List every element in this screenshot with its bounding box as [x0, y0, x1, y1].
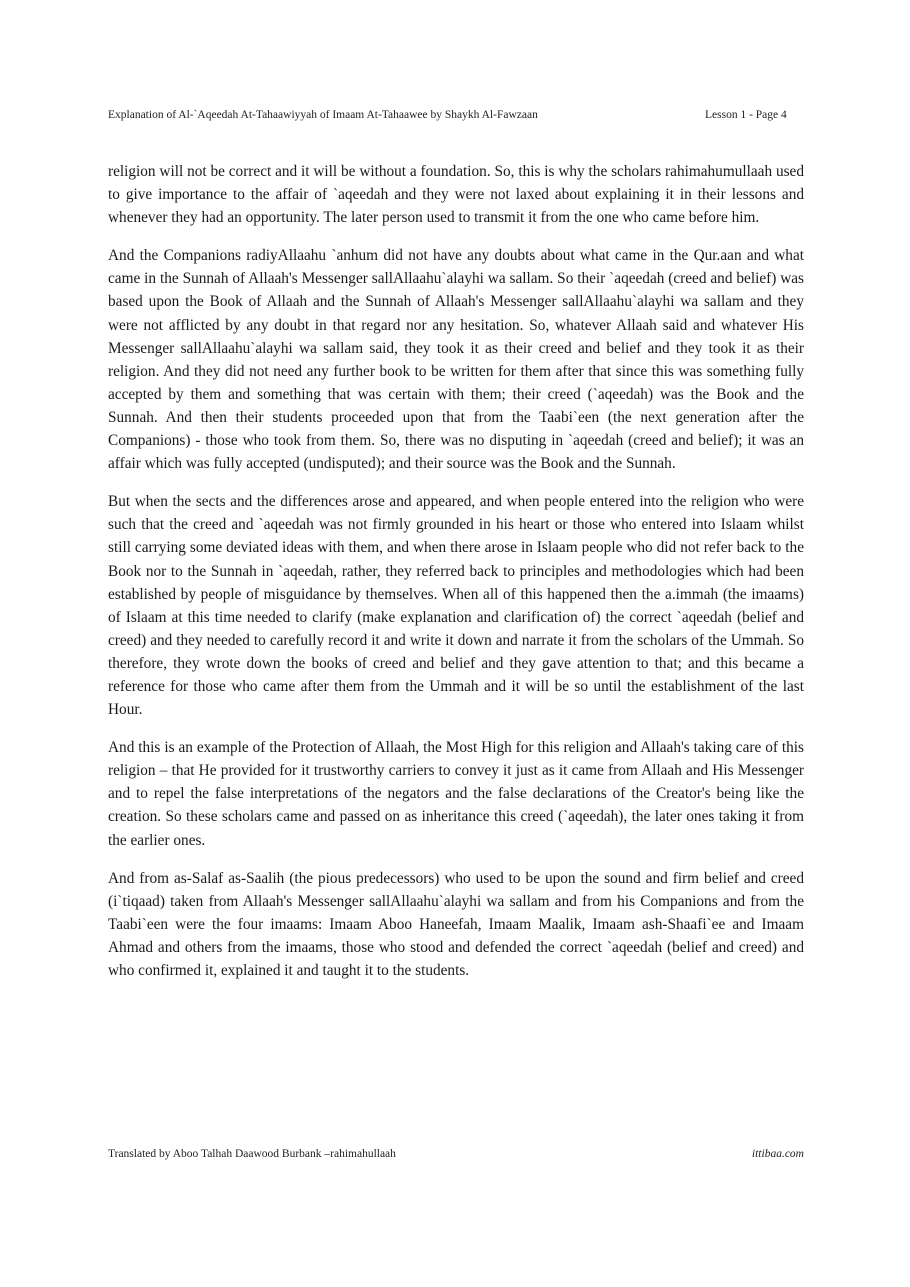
paragraph: religion will not be correct and it will be without a foundation. So, this is why the scholars rahimahumullaah used to give importance to the affair of `aqeedah and they were not laxed about explaining it in their lessons and whenever they had an opportunity. The later person used to transmit it from the one who came before him.: [108, 163, 804, 227]
paragraph: And the Companions radiyAllaahu `anhum did not have any doubts about what came in the Qur.aan and what came in the Sunnah of Allaah's Messenger sallAllaahu`alayhi wa sallam. So their `aqeedah (creed and belief) was based upon the Book of Allaah and the Sunnah of Allaah's Messenger sallAllaahu`alayhi wa sallam and they were not afflicted by any doubt in that regard nor any hesitation. So, whatever Allaah said and whatever His Messenger sallAllaahu`alayhi wa sallam said, they took it as their creed and belief and they took it as their religion. And they did not need any further book to be written for them after that since this was something fully accepted by them and something that was certain with them; their creed (`aqeedah) was the Book and the Sunnah. And then their students proceeded upon that from the Taabi`een (the next generation after the Companions) - those who took from them. So, there was no disputing in `aqeedah (creed and belief); it was an affair which was fully accepted (undisputed); and their source was the Book and the Sunnah.: [108, 247, 804, 473]
paragraph: And this is an example of the Protection of Allaah, the Most High for this religion and Allaah's taking care of this religion – that He provided for it trustworthy carriers to convey it just as it came from Allaah and His Messenger and to repel the false interpretations of the negators and the false declarations of the Creator's being like the creation. So these scholars came and passed on as inheritance this creed (`aqeedah), the later ones taking it from the earlier ones.: [108, 739, 804, 849]
page-footer: [108, 1147, 804, 1161]
page-number: Lesson 1 - Page 4: [705, 109, 787, 121]
document-body: [108, 160, 804, 997]
translator-credit: Translated by Aboo Talhah Daawood Burbank –rahimahullaah: [108, 1148, 396, 1160]
website-link[interactable]: ittibaa.com: [751, 1148, 804, 1160]
paragraph: And from as-Salaf as-Saalih (the pious predecessors) who used to be upon the sound and firm belief and creed (i`tiqaad) taken from Allaah's Messenger sallAllaahu`alayhi wa sallam and from his Companions and from the Taabi`een were the four imaams: Imaam Aboo Haneefah, Imaam Maalik, Imaam ash-Shaafi`ee and Imaam Ahmad and others from the imaams, those who stood and defended the correct `aqeedah (belief and creed) and who confirmed it, explained it and taught it to the students.: [108, 869, 804, 979]
paragraph: But when the sects and the differences arose and appeared, and when people entered into the religion who were such that the creed and `aqeedah was not firmly grounded in his heart or those who entered into Islaam whilst still carrying some deviated ideas with them, and when there arose in Islaam people who did not refer back to the Book nor to the Sunnah in `aqeedah, rather, they referred back to principles and methodologies which had been established by people of misguidance by themselves. When all of this happened then the a.immah (the imaams) of Islaam at this time needed to clarify (make explanation and clarification of) the correct `aqeedah (belief and creed) and they needed to carefully record it and write it down and narrate it from the scholars of the Ummah. So therefore, they wrote down the books of creed and belief and they gave attention to that; and this became a reference for those who came after them from the Ummah and it will be so until the establishment of the last Hour.: [108, 493, 804, 719]
document-title: Explanation of Al-`Aqeedah At-Tahaawiyyah of Imaam At-Tahaawee by Shaykh Al-Fawzaan: [108, 109, 538, 121]
